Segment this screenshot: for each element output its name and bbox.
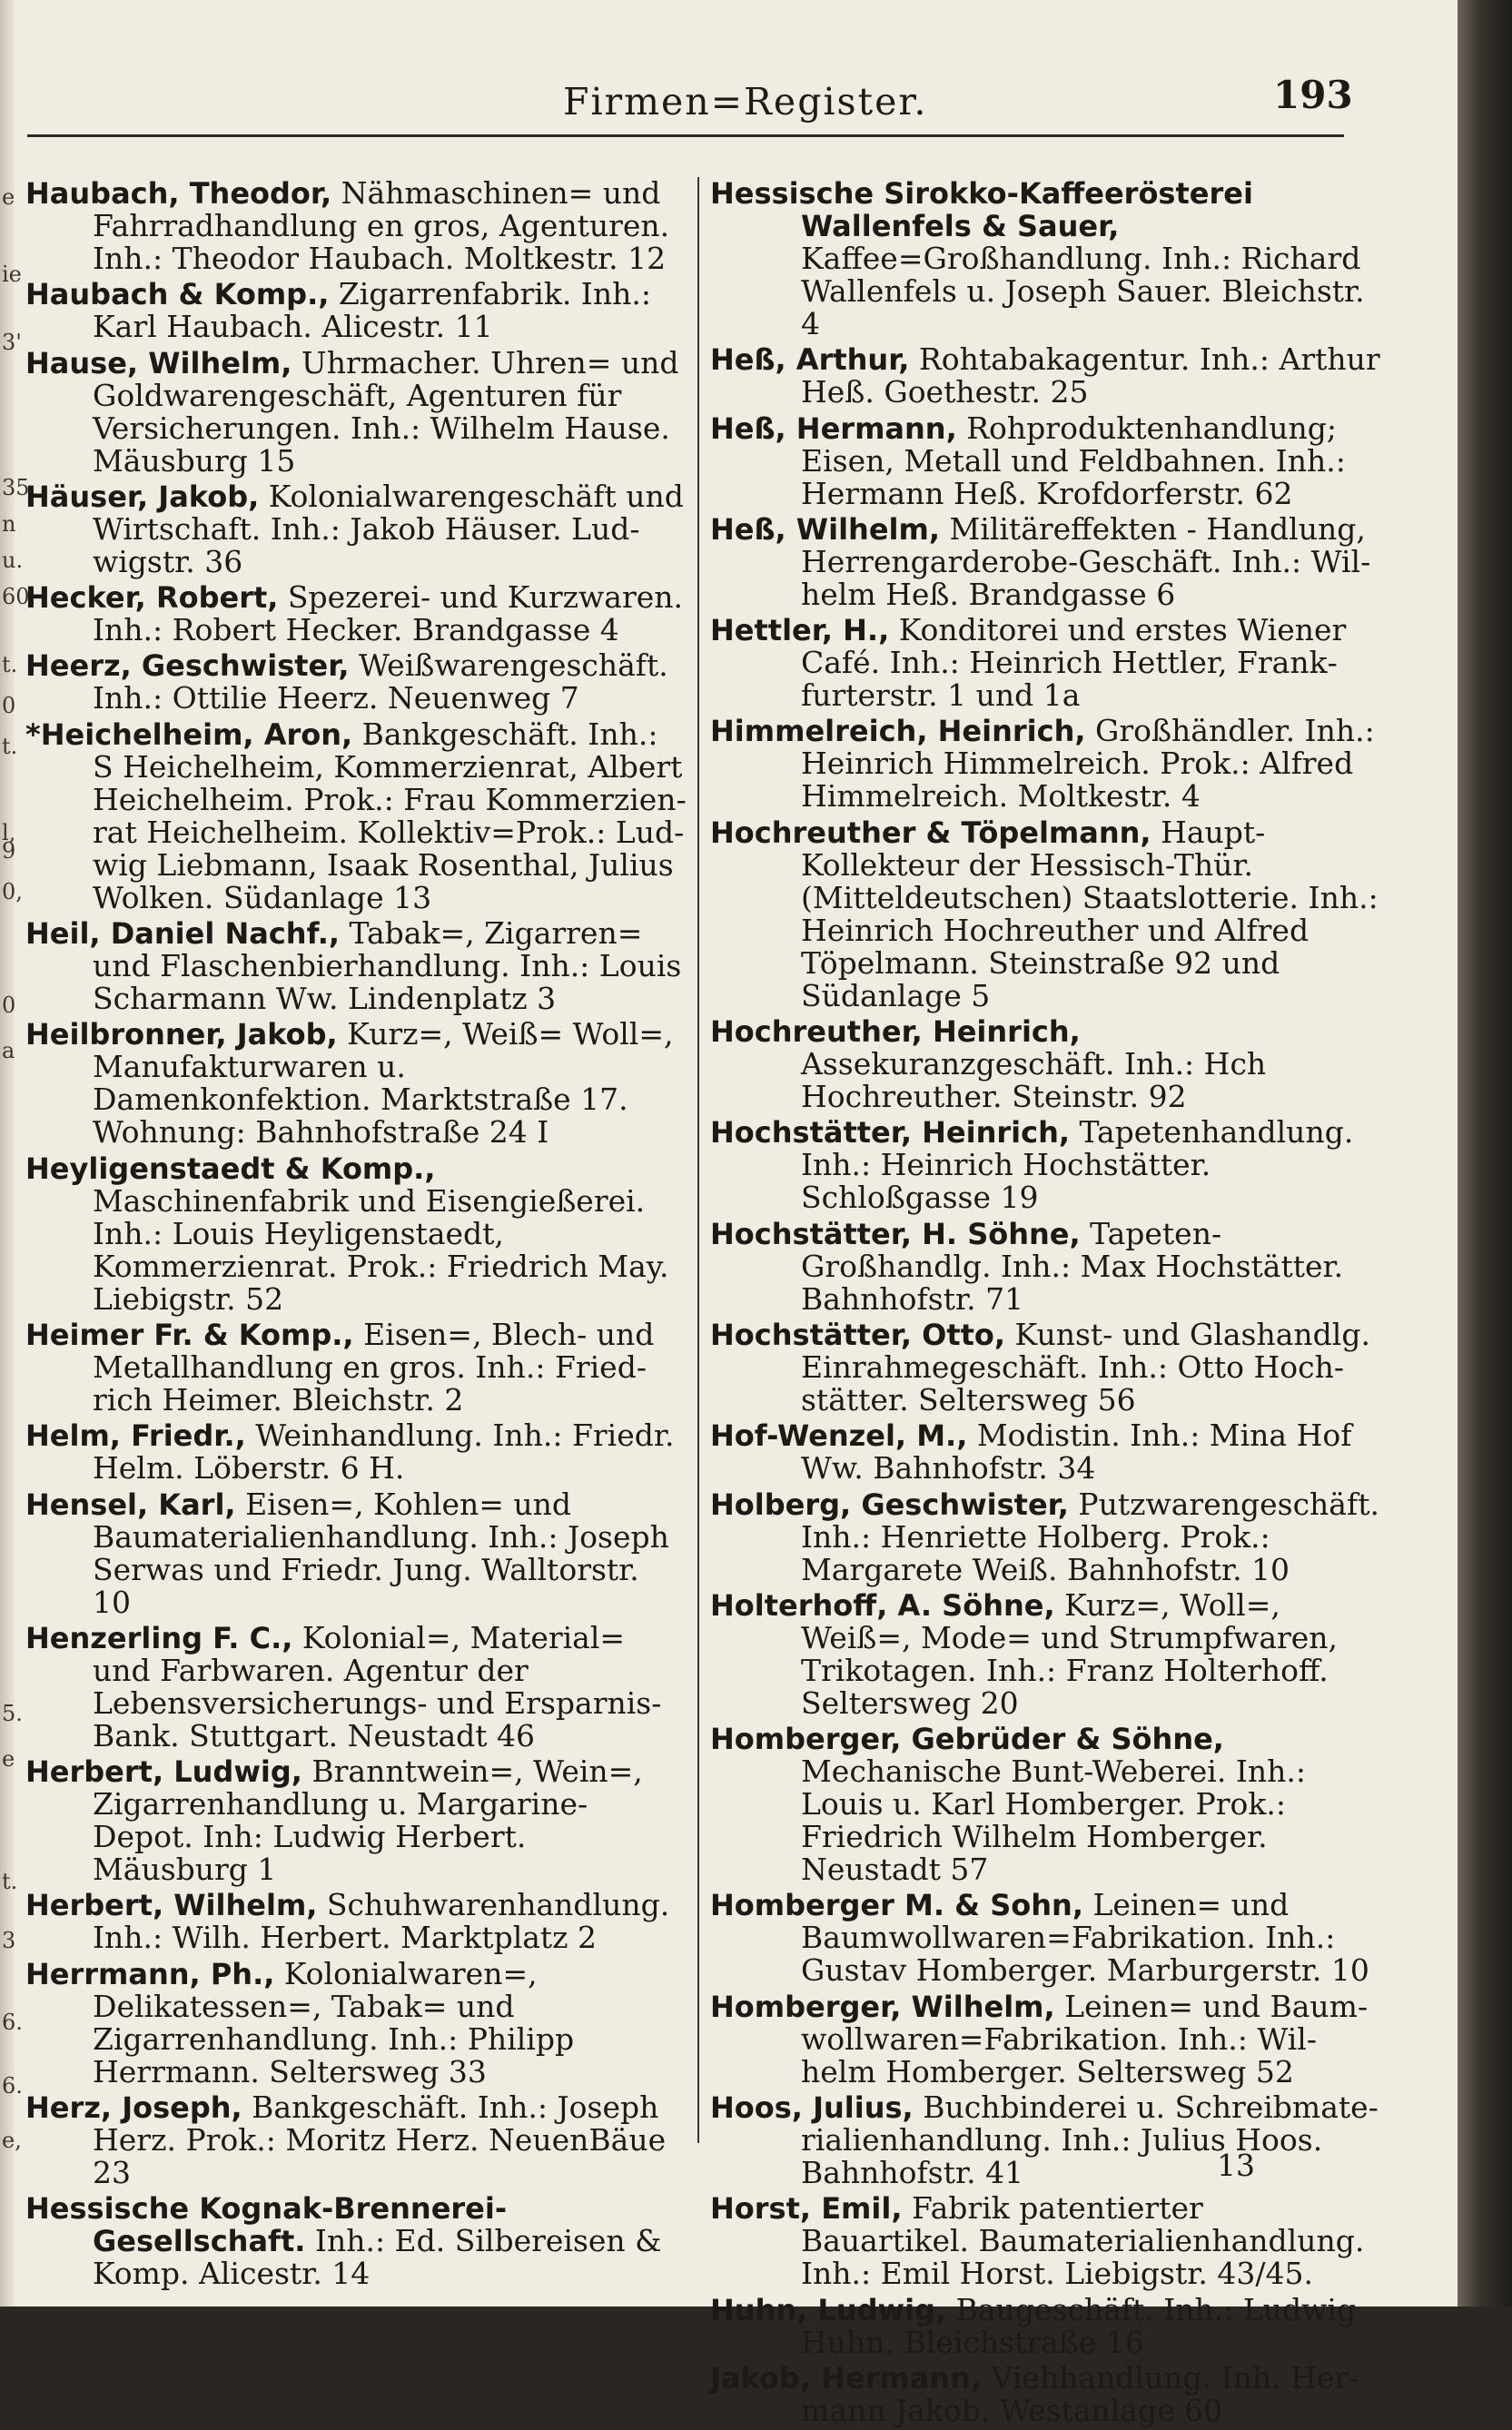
- margin-fragment: n: [2, 511, 16, 537]
- entry-details: Kolonialwarengeschäft und Wirtschaft. Inh.: Jakob Häuser. Ludwigstr. 36: [93, 478, 684, 579]
- entry-details: Nähmaschinen= und Fahrradhandlung en gros, Agenturen. Inh.: Theodor Haubach. Moltkestr. 12: [93, 175, 670, 276]
- entry-details: Tapeten-Großhandlg. Inh.: Max Hochstätter. Bahnhofstr. 71: [801, 1215, 1344, 1317]
- running-head: [27, 73, 1353, 127]
- firm-name: Hecker, Robert,: [25, 580, 279, 616]
- register-entry: [710, 177, 1380, 341]
- margin-fragment: t.: [2, 734, 18, 759]
- margin-fragment: 9: [2, 838, 16, 864]
- entry-details: Bankgeschäft. Inh.: Joseph Herz. Prok.: Moritz Herz. NeuenBäue 23: [93, 2089, 667, 2191]
- entry-details: Bankgeschäft. Inh.: S Heichelheim, Kommerzienrat, Albert Heichelheim. Prok.: Frau Kommerzienrat Heichelheim. Kollektiv=Prok.: Ludwig Liebmann, Isaak Rosenthal, Julius Wolken. Südanlage 13: [93, 716, 687, 915]
- margin-fragment: 0: [2, 993, 16, 1018]
- register-entry: [710, 2291, 1380, 2360]
- right-column: [710, 177, 1380, 2430]
- register-entry: [25, 1755, 687, 1886]
- entry-details: Modistin. Inh.: Mina Hof Ww. Bahnhofstr. 34: [801, 1418, 1352, 1487]
- entry-details: Kolonialwaren=, Delikatessen=, Tabak= und Zigarrenhandlung. Inh.: Philipp Herrmann. Seltersweg 33: [93, 1955, 575, 2089]
- register-entry: [710, 2091, 1380, 2189]
- register-entry: [25, 917, 687, 1015]
- register-entry: [710, 1116, 1380, 1214]
- firm-name: Hof-Wenzel, M.,: [710, 1418, 968, 1454]
- firm-name: Hoos, Julius,: [710, 2090, 914, 2126]
- entry-details: Tapetenhandlung. Inh.: Heinrich Hochstätter. Schloßgasse 19: [801, 1114, 1354, 1216]
- entry-details: Spezerei- und Kurzwaren. Inh.: Robert Hecker. Brandgasse 4: [93, 579, 684, 648]
- firm-name: Hause, Wilhelm,: [25, 345, 292, 380]
- register-entry: [25, 1488, 687, 1619]
- margin-fragment: 6.: [2, 2073, 23, 2099]
- register-entry: [710, 1723, 1380, 1886]
- register-entry: [710, 1316, 1380, 1418]
- firm-name: Heimer Fr. & Komp.,: [25, 1317, 354, 1352]
- margin-fragment: 3: [2, 1928, 16, 1953]
- register-entry: [25, 1619, 687, 1753]
- firm-name: Hochstätter, Heinrich,: [710, 1115, 1071, 1151]
- firm-name: Hochstätter, Otto,: [710, 1317, 1006, 1352]
- register-entry: [710, 1990, 1380, 2089]
- entry-details: Maschinenfabrik und Eisengießerei. Inh.: Louis Heyligenstaedt, Kommerzienrat. Prok.: Friedrich May. Liebigstr. 52: [93, 1182, 669, 1317]
- firm-name: Haubach, Theodor,: [25, 176, 332, 211]
- firm-name: Haubach & Komp.,: [25, 277, 330, 312]
- entry-details: Militäreffekten - Handlung, Herrengarderobe-Geschäft. Inh.: Wilhelm Heß. Brandgasse 6: [801, 510, 1371, 612]
- firm-name: Herrmann, Ph.,: [25, 1956, 275, 1991]
- register-entry: [710, 1586, 1380, 1721]
- margin-fragments: [2, 184, 30, 2302]
- register-entry: [25, 344, 687, 479]
- register-entry: [710, 614, 1380, 712]
- firm-name: Herz, Joseph,: [25, 2090, 242, 2126]
- register-entry: [25, 1152, 687, 1316]
- firm-name: Herbert, Wilhelm,: [25, 1888, 318, 1923]
- entry-details: Buchbinderei u. Schreibmaterialienhandlung. Inh.: Julius Hoos. Bahnhofstr. 41: [801, 2089, 1379, 2191]
- margin-fragment: u.: [2, 548, 24, 573]
- register-entry: [710, 1419, 1380, 1485]
- entry-details: Eisen=, Blech- und Metallhandlung en gros. Inh.: Friedrich Heimer. Bleichstr. 2: [93, 1316, 655, 1418]
- firm-name: Hochreuther & Töpelmann,: [710, 815, 1151, 850]
- margin-fragment: 0: [2, 693, 16, 718]
- firm-name: Hessische Sirokko-Kaffeerösterei Wallenfels & Sauer,: [710, 176, 1253, 243]
- margin-fragment: l,: [2, 820, 16, 845]
- firm-name: Hensel, Karl,: [25, 1487, 236, 1522]
- entry-details: Großhändler. Inh.: Heinrich Himmelreich. Prok.: Alfred Himmelreich. Moltkestr. 4: [801, 713, 1375, 815]
- firm-name: Helm, Friedr.,: [25, 1418, 246, 1454]
- register-entry: [710, 816, 1380, 1012]
- firm-name: Himmelreich, Heinrich,: [710, 714, 1086, 749]
- entry-details: Weinhandlung. Inh.: Friedr. Helm. Löberstr. 6 H.: [93, 1418, 675, 1487]
- register-entry: [25, 1018, 687, 1149]
- register-entry: [710, 1889, 1380, 1987]
- register-entry: [25, 1889, 687, 1954]
- register-entry: [25, 2091, 687, 2189]
- entry-details: Haupt-Kollekteur der Hessisch-Thür. (Mitteldeutschen) Staatslotterie. Inh.: Heinrich Hochreuther und Alfred Töpelmann. Steinstraße 92 und Südanlage 5: [801, 814, 1379, 1013]
- firm-name: Heß, Hermann,: [710, 410, 957, 446]
- margin-fragment: a: [2, 1038, 15, 1063]
- register-entry: [25, 649, 687, 715]
- entry-details: Kurz=, Woll=, Weiß=, Mode= und Strumpfwaren, Trikotagen. Inh.: Franz Holterhoff. Seltersweg 20: [801, 1586, 1339, 1721]
- firm-name: Heß, Wilhelm,: [710, 511, 940, 547]
- firm-name: Hettler, H.,: [710, 613, 890, 648]
- entry-details: Inh.: Ed. Silbereisen & Komp. Alicestr. 14: [93, 2223, 662, 2292]
- entry-details: Tabak=, Zigarren= und Flaschenbierhandlung. Inh.: Louis Scharmann Ww. Lindenplatz 3: [93, 915, 682, 1017]
- register-entry: [25, 480, 687, 578]
- firm-name: Heerz, Geschwister,: [25, 648, 350, 684]
- margin-fragment: ie: [2, 262, 22, 287]
- margin-fragment: 5.: [2, 1701, 23, 1726]
- register-entry: [710, 2192, 1380, 2290]
- margin-fragment: e: [2, 184, 15, 210]
- firm-name: Hochreuther, Heinrich,: [710, 1014, 1081, 1050]
- register-entry: [710, 510, 1380, 612]
- firm-name: Homberger M. & Sohn,: [710, 1888, 1083, 1923]
- entry-details: Kolonial=, Material= und Farbwaren. Agentur der Lebensversicherungs- und Ersparnis-Bank. Stuttgart. Neustadt 46: [93, 1619, 662, 1753]
- firm-name: Homberger, Gebrüder & Söhne,: [710, 1722, 1224, 1757]
- firm-name: Heilbronner, Jakob,: [25, 1017, 338, 1052]
- firm-name: Heil, Daniel Nachf.,: [25, 916, 341, 952]
- entry-details: Fabrik patentierter Bauartikel. Baumaterialienhandlung. Inh.: Emil Horst. Liebigstr. 43/45.: [801, 2190, 1365, 2292]
- register-entry: [25, 1316, 687, 1418]
- entry-details: Branntwein=, Wein=, Zigarrenhandlung u. Margarine-Depot. Inh: Ludwig Herbert. Mäusburg 1: [93, 1753, 643, 1888]
- firm-name: Jakob, Hermann,: [710, 2360, 983, 2395]
- header-rule: [27, 134, 1344, 137]
- margin-fragment: 35: [2, 475, 30, 500]
- register-entry: [710, 343, 1380, 409]
- firm-name: Hessische Kognak-Brennerei-Gesellschaft.: [25, 2191, 508, 2259]
- margin-fragment: e,: [2, 2128, 22, 2153]
- left-column: [25, 177, 687, 2294]
- entry-details: Kurz=, Weiß= Woll=, Manufakturwaren u. Damenkonfektion. Marktstraße 17. Wohnung: Bahnhofstraße 24 I: [93, 1016, 674, 1151]
- firm-name: Heyligenstaedt & Komp.,: [25, 1151, 436, 1186]
- margin-fragment: t.: [2, 652, 18, 677]
- entry-details: Kunst- und Glashandlg. Einrahmegeschäft. Inh.: Otto Hochstätter. Seltersweg 56: [801, 1316, 1370, 1418]
- firm-name: Hochstätter, H. Söhne,: [710, 1216, 1081, 1251]
- page-title: Firmen=Register.: [563, 80, 928, 123]
- margin-fragment: 6.: [2, 2010, 23, 2035]
- entry-details: Rohtabakagentur. Inh.: Arthur Heß. Goethestr. 25: [801, 341, 1380, 410]
- entry-details: Viehhandlung. Inh. Hermann Jakob. Westanlage 60: [801, 2359, 1359, 2428]
- register-entry: [710, 1015, 1380, 1113]
- entry-details: Leinen= und Baumwollwaren=Fabrikation. Inh.: Wilhelm Homberger. Seltersweg 52: [801, 1988, 1369, 2089]
- firm-name: Holterhoff, A. Söhne,: [710, 1587, 1055, 1623]
- entry-details: Uhrmacher. Uhren= und Goldwarengeschäft, Agenturen für Versicherungen. Inh.: Wilhelm Hause. Mäusburg 15: [93, 344, 679, 479]
- firm-name: Holberg, Geschwister,: [710, 1487, 1069, 1522]
- entry-details: Konditorei und erstes Wiener Café. Inh.: Heinrich Hettler, Frankfurterstr. 1 und 1a: [801, 612, 1347, 714]
- firm-name: *Heichelheim, Aron,: [25, 716, 353, 752]
- entry-details: Mechanische Bunt-Weberei. Inh.: Louis u. Karl Homberger. Prok.: Friedrich Wilhelm Homberger. Neustadt 57: [801, 1753, 1306, 1888]
- register-entry: [25, 718, 687, 914]
- entry-details: Weißwarengeschäft. Inh.: Ottilie Heerz. Neuenweg 7: [93, 647, 668, 716]
- entry-details: Kaffee=Großhandlung. Inh.: Richard Wallenfels u. Joseph Sauer. Bleichstr. 4: [801, 241, 1365, 341]
- register-entry: [25, 278, 687, 343]
- column-divider: [697, 177, 699, 2143]
- register-entry: [710, 2359, 1380, 2428]
- register-entry: [710, 1488, 1380, 1586]
- firm-name: Herbert, Ludwig,: [25, 1754, 302, 1790]
- register-entry: [710, 412, 1380, 510]
- book-spine-shadow: [1458, 0, 1512, 2307]
- entry-details: Baugeschäft. Inh.: Ludwig Huhn. Bleichstraße 16: [801, 2291, 1357, 2360]
- firm-name: Häuser, Jakob,: [25, 479, 260, 514]
- register-entry: [25, 2192, 687, 2290]
- register-entry: [25, 1955, 687, 2089]
- entry-details: Rohproduktenhandlung; Eisen, Metall und Feldbahnen. Inh.: Hermann Heß. Krofdorferstr. 62: [801, 410, 1346, 511]
- register-entry: [25, 1419, 687, 1485]
- register-entry: [25, 177, 687, 275]
- entry-details: Schuhwarenhandlung. Inh.: Wilh. Herbert. Marktplatz 2: [93, 1887, 670, 1956]
- firm-name: Homberger, Wilhelm,: [710, 1989, 1055, 2024]
- margin-fragment: e: [2, 1746, 15, 1772]
- register-entry: [710, 715, 1380, 813]
- register-entry: [25, 581, 687, 647]
- margin-fragment: t.: [2, 1869, 18, 1894]
- entry-details: Putzwarengeschäft. Inh.: Henriette Holberg. Prok.: Margarete Weiß. Bahnhofstr. 10: [801, 1486, 1379, 1587]
- margin-fragment: 60: [2, 584, 30, 609]
- entry-details: Leinen= und Baumwollwaren=Fabrikation. Inh.: Gustav Homberger. Marburgerstr. 10: [801, 1887, 1369, 1989]
- entry-details: Assekuranzgeschäft. Inh.: Hch Hochreuther. Steinstr. 92: [801, 1046, 1267, 1115]
- margin-fragment: 0,: [2, 879, 23, 904]
- margin-fragment: 3': [2, 330, 22, 355]
- firm-name: Huhn, Ludwig,: [710, 2292, 947, 2327]
- firm-name: Horst, Emil,: [710, 2191, 903, 2227]
- signature-mark: 13: [1217, 2148, 1255, 2183]
- register-entry: [710, 1215, 1380, 1317]
- entry-details: Zigarrenfabrik. Inh.: Karl Haubach. Alicestr. 11: [93, 276, 651, 345]
- entry-details: Eisen=, Kohlen= und Baumaterialienhandlung. Inh.: Joseph Serwas und Friedr. Jung. Walltorstr. 10: [93, 1486, 669, 1620]
- firm-name: Henzerling F. C.,: [25, 1620, 293, 1655]
- firm-name: Heß, Arthur,: [710, 342, 910, 378]
- page-number: 193: [1273, 73, 1353, 117]
